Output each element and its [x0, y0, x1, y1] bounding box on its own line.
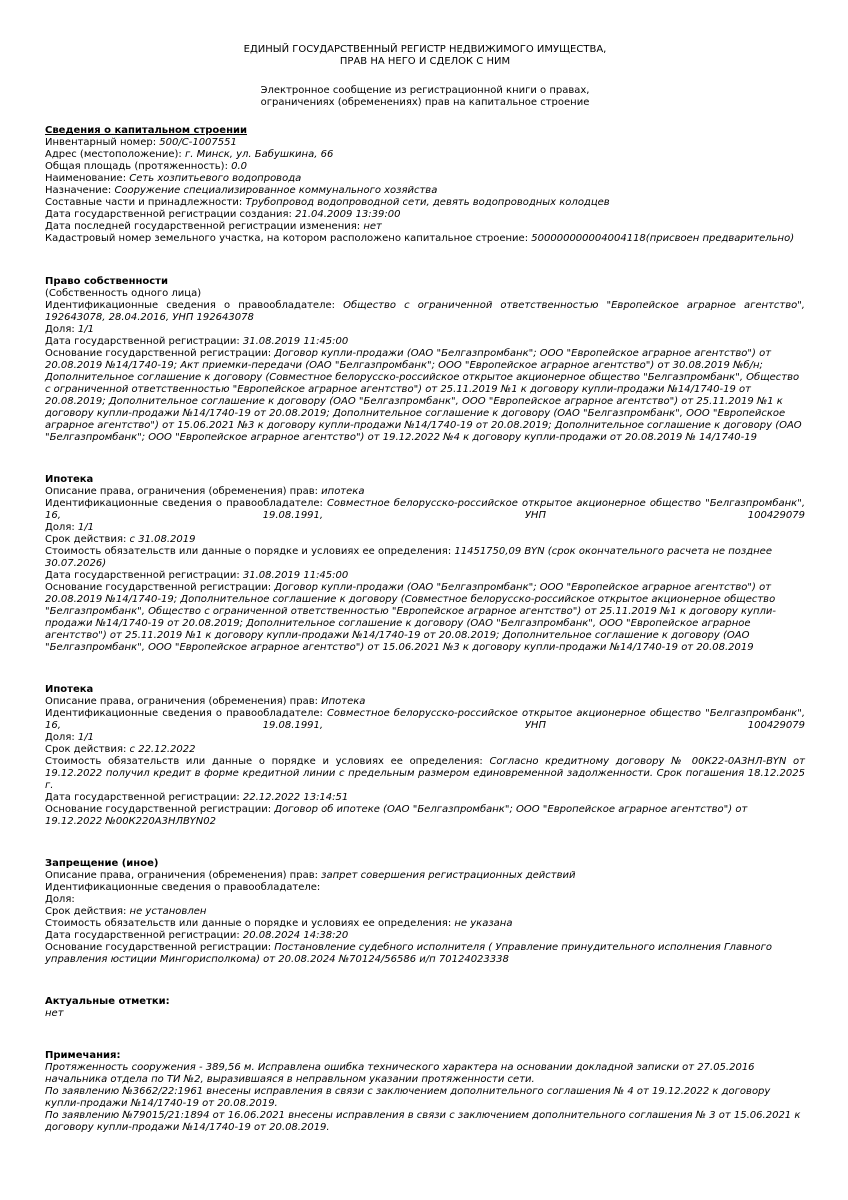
registration-date-row — [45, 336, 805, 348]
row-label: Идентификационные сведения о правообладателе: — [45, 498, 323, 509]
row-value: Постановление судебного исполнителя ( Управление принудительного исполнения Главного управления юстиции Мингорисполкома) от 20.08.2024 №70124/56586 и/п 70124023338 — [45, 942, 772, 965]
registration-basis-row — [45, 804, 805, 828]
row-label: Дата последней государственной регистрации изменения: — [45, 221, 361, 232]
area-row — [45, 161, 805, 173]
row-label: Составные части и принадлежности: — [45, 197, 243, 208]
row-value: Совместное белорусско-российское открытое акционерное общество "Белгазпромбанк", 16, 19.08.1991, УНП 100429079 — [45, 498, 805, 521]
actual-marks-section — [45, 996, 805, 1020]
right-description-row — [45, 696, 805, 708]
row-value: 21.04.2009 13:39:00 — [295, 209, 401, 220]
row-label: Описание права, ограничения (обременения) прав: — [45, 486, 318, 497]
row-value: с 31.08.2019 — [129, 534, 196, 545]
registration-basis-row — [45, 942, 805, 966]
row-label: Основание государственной регистрации: — [45, 942, 272, 953]
building-info-section — [45, 125, 805, 245]
row-label: Кадастровый номер земельного участка, на котором расположено капитальное строение: — [45, 233, 529, 244]
obligation-cost-row — [45, 546, 805, 570]
actual-marks-heading: Актуальные отметки: — [45, 996, 170, 1007]
row-value: 1/1 — [77, 522, 94, 533]
ownership-section — [45, 276, 805, 444]
mortgage-heading: Ипотека — [45, 474, 94, 485]
components-row — [45, 197, 805, 209]
row-label: Срок действия: — [45, 534, 127, 545]
name-row — [45, 173, 805, 185]
row-value: 1/1 — [77, 324, 94, 335]
row-value: 500000000004004118(присвоен предварительно) — [531, 233, 795, 244]
creation-date-row — [45, 209, 805, 221]
share-row — [45, 894, 805, 906]
obligation-cost-row — [45, 918, 805, 930]
prohibition-heading: Запрещение (иное) — [45, 858, 159, 869]
purpose-row — [45, 185, 805, 197]
row-value: запрет совершения регистрационных действий — [321, 870, 576, 881]
row-value: с 22.12.2022 — [129, 744, 196, 755]
row-value: Сеть хозпитьевого водопровода — [129, 173, 302, 184]
row-label: Описание права, ограничения (обременения) прав: — [45, 696, 318, 707]
actual-marks-value: нет — [45, 1008, 64, 1019]
last-change-row — [45, 221, 805, 233]
right-holder-row — [45, 300, 805, 324]
row-label: Дата государственной регистрации создания: — [45, 209, 292, 220]
row-label: Наименование: — [45, 173, 127, 184]
row-value: Совместное белорусско-российское открытое акционерное общество "Белгазпромбанк", 16, 19.08.1991, УНП 100429079 — [45, 708, 805, 731]
row-value: 20.08.2024 14:38:20 — [242, 930, 349, 941]
registration-date-row — [45, 930, 805, 942]
note-line: По заявлению №3662/22:1961 внесены исправления в связи с заключением дополнительного соглашения № 4 от 19.12.2022 к договору купли-продажи №14/1740-19 от 20.08.2019. — [45, 1086, 771, 1109]
obligation-cost-row — [45, 756, 805, 792]
row-value: не установлен — [129, 906, 207, 917]
cadastral-number-row — [45, 233, 805, 245]
row-label: Дата государственной регистрации: — [45, 930, 240, 941]
row-value: Ипотека — [321, 696, 366, 707]
note-line: Протяженность сооружения - 389,56 м. Исправлена ошибка технического характера на основании докладной записки от 27.05.2016 начальника отдела по ТИ №2, выразившаяся в неправльном указании протяженности сети. — [45, 1062, 755, 1085]
row-label: Общая площадь (протяженность): — [45, 161, 228, 172]
row-label: Основание государственной регистрации: — [45, 582, 272, 593]
row-value: 31.08.2019 11:45:00 — [242, 336, 349, 347]
row-value: Договор купли-продажи (ОАО "Белгазпромбанк"; ООО "Европейское аграрное агентство") от 20.08.2019 №14/1740-19; Акт приемки-передачи (ОАО "Белгазпромбанк"; ООО "Европейское аграрное агентство") от 30.08.2019 №б/н; Дополнительное соглашение к договору (Совместное белорусско-российское открытое акционерное общество "Белгазпромбанк", Общество с ограниченной ответственностью "Европейское аграрное агентство") от 25.11.2019 №1 к договору купли-продажи №14/1740-19 от 20.08.2019; Дополнительное соглашение к договору (ОАО "Белгазпромбанк", ООО "Европейское аграрное агентство") от 25.11.2019 №1 к договору купли-продажи №14/1740-19 от 20.08.2019; Дополнительное соглашение к договору (ОАО "Белгазпромбанк", ООО "Европейское аграрное агентство") от 15.06.2021 №3 к договору купли-продажи №14/1740-19 от 20.08.2019; Дополнительное соглашение к договору (ОАО "Белгазпромбанк"; ООО "Европейское аграрное агентство") от 19.12.2022 №4 к договору купли-продажи от 20.08.2019 № 14/1740-19 — [45, 348, 802, 443]
registration-date-row — [45, 792, 805, 804]
inventory-number-row — [45, 137, 805, 149]
right-holder-row — [45, 882, 805, 894]
notes-section — [45, 1050, 805, 1134]
mortgage-heading: Ипотека — [45, 684, 94, 695]
mortgage-section-2 — [45, 684, 805, 828]
row-value: не указана — [454, 918, 513, 929]
row-label: Стоимость обязательств или данные о порядке и условиях ее определения: — [45, 756, 483, 767]
row-label: Стоимость обязательств или данные о порядке и условиях ее определения: — [45, 918, 452, 929]
registration-basis-row — [45, 348, 805, 444]
message-subtitle-line-2: ограничениях (обременениях) прав на капитальное строение — [260, 97, 590, 108]
share-row — [45, 324, 805, 336]
share-row — [45, 522, 805, 534]
row-label: Доля: — [45, 894, 75, 905]
row-label: Идентификационные сведения о правообладателе: — [45, 882, 321, 893]
row-value: Трубопровод водопроводной сети, девять водопроводных колодцев — [245, 197, 610, 208]
row-label: Идентификационные сведения о правообладателе: — [45, 300, 335, 311]
address-row — [45, 149, 805, 161]
row-label: Доля: — [45, 732, 75, 743]
building-info-heading: Сведения о капитальном строении — [45, 125, 248, 136]
row-value: 31.08.2019 11:45:00 — [242, 570, 349, 581]
row-value: г. Минск, ул. Бабушкина, 66 — [184, 149, 334, 160]
row-value: 11451750,09 BYN (срок окончательного расчета не позднее 30.07.2026) — [45, 546, 772, 569]
row-label: Доля: — [45, 324, 75, 335]
message-subtitle-line-1: Электронное сообщение из регистрационной книги о правах, — [260, 85, 590, 96]
row-label: Дата государственной регистрации: — [45, 792, 240, 803]
validity-row — [45, 744, 805, 756]
row-label: Дата государственной регистрации: — [45, 570, 240, 581]
right-description-row — [45, 870, 805, 882]
row-label: Адрес (местоположение): — [45, 149, 182, 160]
row-label: Срок действия: — [45, 906, 127, 917]
row-value: Сооружение специализированное коммунального хозяйства — [114, 185, 438, 196]
row-label: Стоимость обязательств или данные о порядке и условиях ее определения: — [45, 546, 452, 557]
row-value: 22.12.2022 13:14:51 — [242, 792, 349, 803]
row-label: Дата государственной регистрации: — [45, 336, 240, 347]
validity-row — [45, 534, 805, 546]
row-value: 1/1 — [77, 732, 94, 743]
validity-row — [45, 906, 805, 918]
row-label: Идентификационные сведения о правообладателе: — [45, 708, 323, 719]
row-value: нет — [363, 221, 382, 232]
row-label: Инвентарный номер: — [45, 137, 157, 148]
row-label: Доля: — [45, 522, 75, 533]
mortgage-section-1 — [45, 474, 805, 654]
right-description-row — [45, 486, 805, 498]
row-label: Назначение: — [45, 185, 112, 196]
right-holder-row — [45, 498, 805, 522]
registration-date-row — [45, 570, 805, 582]
note-line: По заявлению №79015/21:1894 от 16.06.2021 внесены исправления в связи с заключением дополнительного соглашения № 3 от 15.06.2021 к договору купли-продажи №14/1740-19 от 20.08.2019. — [45, 1110, 801, 1133]
registry-title-line-2: ПРАВ НА НЕГО И СДЕЛОК С НИМ — [339, 56, 511, 67]
row-label: Срок действия: — [45, 744, 127, 755]
notes-heading: Примечания: — [45, 1050, 121, 1061]
right-holder-row — [45, 708, 805, 732]
row-value: Общество с ограниченной ответственностью "Европейское аграрное агентство", 192643078, 28.04.2016, УНП 192643078 — [45, 300, 805, 323]
row-label: Описание права, ограничения (обременения) прав: — [45, 870, 318, 881]
prohibition-section — [45, 858, 805, 966]
row-value: Договор купли-продажи (ОАО "Белгазпромбанк"; ООО "Европейское аграрное агентство") от 20.08.2019 №14/1740-19; Дополнительное соглашение к договору (Совместное белорусско-российское открытое акционерное общество "Белгазпромбанк", Общество с ограниченной ответственностью "Европейское аграрное агентство") от 25.11.2019 №1 к договору купли-продажи №14/1740-19 от 20.08.2019; Дополнительное соглашение к договору (ОАО "Белгазпромбанк", ООО "Европейское аграрное агентство") от 25.11.2019 №1 к договору купли-продажи №14/1740-19 от 20.08.2019; Дополнительное соглашение к договору (ОАО "Белгазпромбанк", ООО "Европейское аграрное агентство") от 15.06.2021 №3 к договору купли-продажи №14/1740-19 от 20.08.2019 — [45, 582, 777, 653]
row-value: ипотека — [321, 486, 365, 497]
row-label: Основание государственной регистрации: — [45, 804, 272, 815]
row-value: 500/С-1007551 — [159, 137, 237, 148]
message-subtitle — [45, 85, 805, 109]
row-value: Согласно кредитному договору № 00К22-0А3НЛ-BYN от 19.12.2022 получил кредит в форме кредитной линии с предельным размером единовременной задолженности. Срок погашения 18.12.2025 г. — [45, 756, 805, 791]
ownership-heading: Право собственности — [45, 276, 168, 287]
document-header — [45, 44, 805, 109]
registry-title-line-1: ЕДИНЫЙ ГОСУДАРСТВЕННЫЙ РЕГИСТР НЕДВИЖИМОГО ИМУЩЕСТВА, — [243, 44, 607, 55]
row-label: Основание государственной регистрации: — [45, 348, 272, 359]
row-value: 0.0 — [231, 161, 248, 172]
registration-basis-row — [45, 582, 805, 654]
row-value: Договор об ипотеке (ОАО "Белгазпромбанк"; ООО "Европейское аграрное агентство") от 19.12.2022 №00К220А3НЛBYN02 — [45, 804, 748, 827]
share-row — [45, 732, 805, 744]
ownership-type: (Собственность одного лица) — [45, 288, 202, 299]
